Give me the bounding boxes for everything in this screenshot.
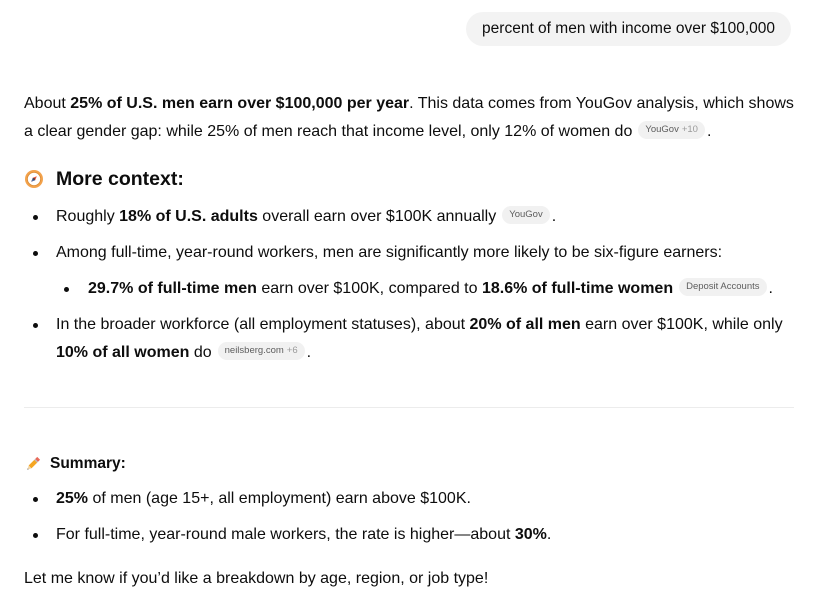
item-text: earn over $100K, while only [580, 316, 783, 333]
item-bold: 20% of all men [469, 316, 581, 333]
item-text: Among full-time, year-round workers, men are significantly more likely to be six-figure earners: [56, 244, 723, 261]
section-divider [24, 407, 794, 408]
summary-heading [24, 451, 794, 477]
item-bold: 10% of all women [56, 344, 190, 361]
compass-icon [24, 169, 44, 189]
item-text: . [551, 208, 557, 225]
source-chip-neilsberg[interactable] [218, 342, 305, 360]
list-item [24, 521, 794, 549]
item-bold: 29.7% of full-time men [88, 280, 257, 297]
context-heading [24, 165, 794, 193]
item-text: . [306, 344, 312, 361]
item-text: overall earn over $100K annually [257, 208, 497, 225]
item-text: . [768, 280, 773, 297]
item-text: In the broader workforce (all employment statuses), about [56, 316, 470, 333]
source-chip-yougov[interactable] [502, 206, 549, 224]
item-text: earn over $100K, compared to [256, 280, 482, 297]
list-item [24, 485, 794, 513]
item-bold: 30% [514, 526, 547, 543]
intro-text-1: About [24, 95, 71, 112]
source-chip-yougov[interactable] [638, 121, 705, 139]
chip-label: Deposit Accounts [686, 280, 760, 292]
chip-extra-count: +10 [681, 123, 698, 135]
context-title: More context: [56, 167, 184, 190]
user-message-text: percent of men with income over $100,000 [482, 20, 775, 37]
intro-bold-1: 25% of U.S. men earn over $100,000 per year [70, 95, 410, 112]
intro-paragraph [24, 90, 794, 146]
item-bold: 18% of U.S. adults [119, 208, 258, 225]
summary-title: Summary: [50, 455, 126, 472]
item-text: of men (age 15+, all employment) earn above $100K. [88, 490, 471, 507]
item-text: do [189, 344, 212, 361]
item-bold: 25% [56, 490, 89, 507]
list-item [24, 311, 794, 367]
assistant-answer [24, 90, 794, 593]
intro-text-3: . [706, 123, 712, 140]
intro-text-2: . This data comes from YouGov analysis, which shows a clear gender gap: while 25% of men reach that income level, only 12% of women do [24, 95, 794, 140]
list-item [24, 239, 794, 303]
user-message-bubble [466, 12, 791, 46]
chip-label: YouGov [645, 123, 679, 135]
summary-list [24, 485, 794, 549]
source-chip-deposit-accounts[interactable] [679, 278, 766, 296]
sub-list [24, 275, 794, 303]
item-text: Roughly [56, 208, 120, 225]
item-text: For full-time, year-round male workers, the rate is higher—about [56, 526, 515, 543]
chip-extra-count: +6 [286, 344, 298, 356]
sub-list-item [24, 275, 794, 303]
context-list [24, 203, 794, 367]
closing-text: Let me know if you’d like a breakdown by age, region, or job type! [24, 570, 489, 587]
chip-label: neilsberg.com [224, 344, 284, 356]
list-item [24, 203, 794, 231]
chip-label: YouGov [509, 208, 543, 220]
pencil-icon [24, 455, 42, 473]
item-text: . [546, 526, 552, 543]
item-bold: 18.6% of full-time women [481, 280, 674, 297]
